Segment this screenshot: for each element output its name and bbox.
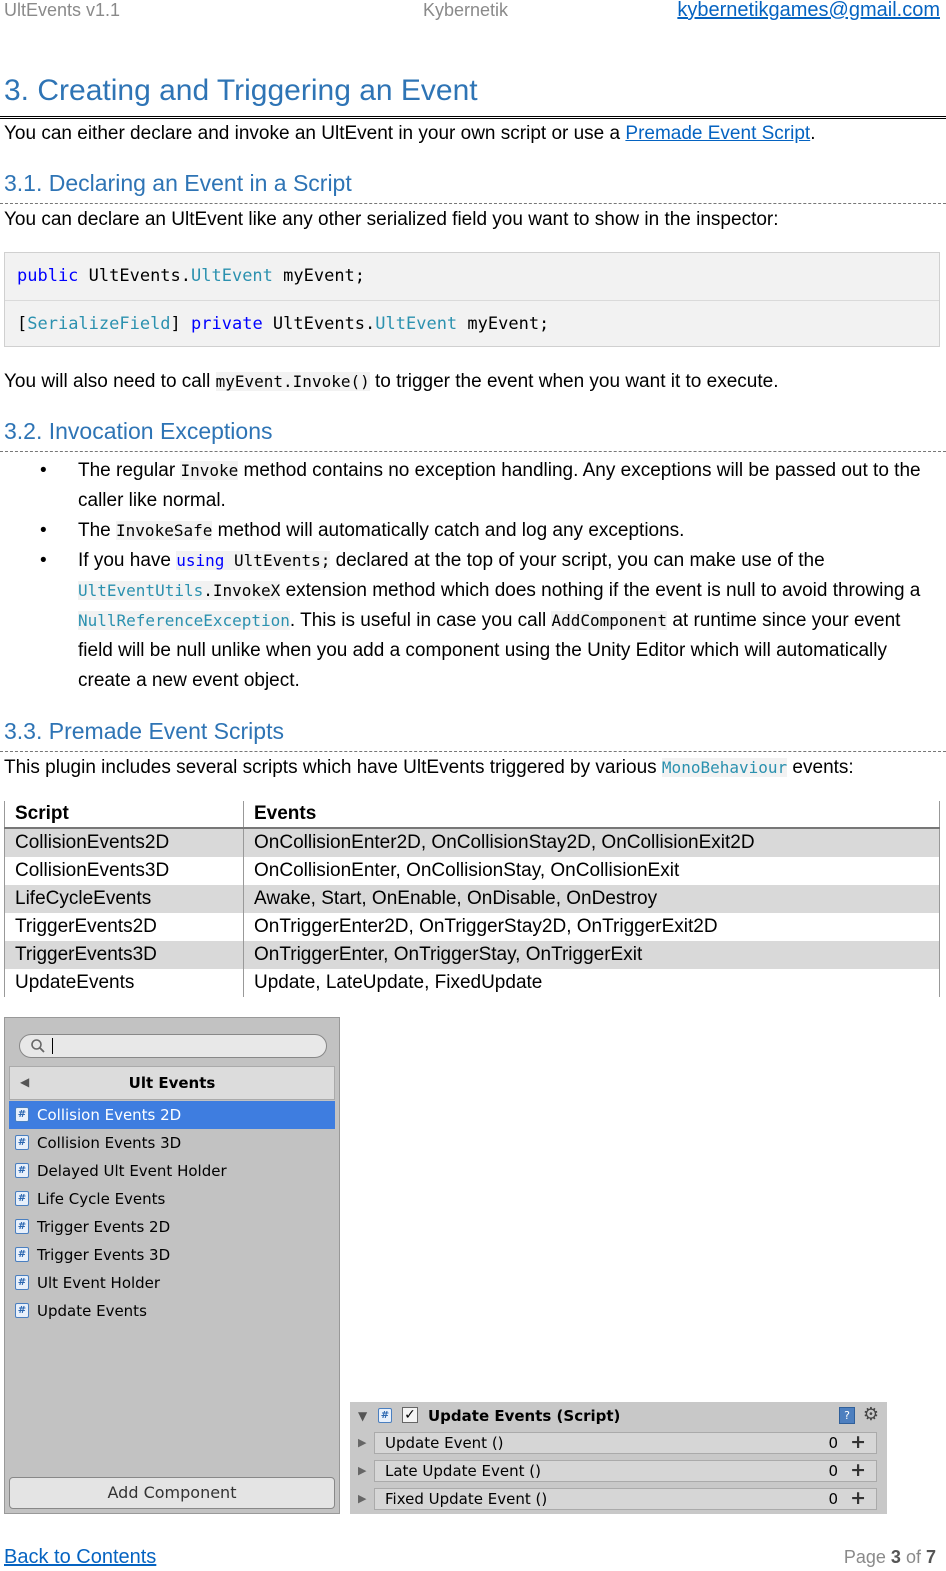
csharp-script-icon: #	[378, 1408, 392, 1423]
add-listener-button[interactable]: +	[850, 1487, 866, 1509]
component-title: Update Events (Script)	[428, 1407, 621, 1425]
expand-arrow-icon[interactable]: ▶	[358, 1492, 367, 1505]
list-item-trigger-events-2d[interactable]: # Trigger Events 2D	[9, 1213, 335, 1241]
table-row: CollisionEvents3D OnCollisionEnter, OnCollisionStay, OnCollisionExit	[5, 857, 940, 885]
subsection-3-1-title: 3.1. Declaring an Event in a Script	[4, 170, 352, 196]
table-header: Events	[244, 801, 940, 828]
event-count: 0	[828, 1462, 838, 1480]
premade-event-script-link[interactable]: Premade Event Script	[625, 123, 811, 144]
intro-end: .	[810, 123, 816, 144]
csharp-script-icon: #	[15, 1247, 29, 1262]
s31-after-text: You will also need to call myEvent.Invoke() to trigger the event when you want it to execute.	[4, 371, 779, 392]
table-header: Script	[5, 801, 244, 828]
subsection-rule	[0, 751, 946, 752]
back-arrow-icon[interactable]: ◀	[20, 1075, 30, 1089]
table-row: CollisionEvents2D OnCollisionEnter2D, OnCollisionStay2D, OnCollisionExit2D	[5, 828, 940, 857]
s31-text: You can declare an UltEvent like any other serialized field you want to show in the inspector:	[4, 209, 779, 230]
table-row: TriggerEvents3D OnTriggerEnter, OnTriggerStay, OnTriggerExit	[5, 941, 940, 969]
back-to-contents-link[interactable]: Back to Contents	[4, 1546, 157, 1568]
table-row: UpdateEvents Update, LateUpdate, FixedUpdate	[5, 969, 940, 997]
inline-code: myEvent.Invoke()	[215, 372, 370, 391]
add-component-panel	[4, 1017, 340, 1514]
list-item: • The regular Invoke method contains no exception handling. Any exceptions will be passed out to the caller like normal.	[40, 456, 940, 516]
events-table	[4, 801, 940, 997]
code-separator	[5, 300, 939, 301]
help-book-icon[interactable]: ?	[839, 1407, 855, 1424]
search-icon	[30, 1038, 46, 1054]
inspector-component	[350, 1402, 887, 1514]
event-field[interactable]	[374, 1488, 877, 1510]
list-item-collision-events-3d[interactable]: # Collision Events 3D	[9, 1129, 335, 1157]
csharp-script-icon: #	[15, 1163, 29, 1178]
category-title: Ult Events	[128, 1074, 216, 1092]
list-item-trigger-events-3d[interactable]: # Trigger Events 3D	[9, 1241, 335, 1269]
csharp-script-icon: #	[15, 1107, 29, 1122]
header-email-link[interactable]: kybernetikgames@gmail.com	[677, 0, 940, 21]
list-item-delayed-ult-event-holder[interactable]: # Delayed Ult Event Holder	[9, 1157, 335, 1185]
code-line-1: public UltEvents.UltEvent myEvent;	[17, 266, 366, 286]
csharp-script-icon: #	[15, 1275, 29, 1290]
title-rule	[0, 116, 946, 119]
code-block	[4, 252, 940, 347]
list-item: • If you have using UltEvents; declared at the top of your script, you can make use of the UltEventUtils.InvokeX extension method which does nothing if the event is null to avoid throwing a NullReferenceException. This is useful in case you call AddComponent at runtime since your event field will be null unlike when you add a component using the Unity Editor which will automatically create a new event object.	[40, 546, 940, 696]
foldout-arrow-icon[interactable]: ▼	[358, 1409, 368, 1423]
component-header	[350, 1402, 887, 1430]
add-listener-button[interactable]: +	[850, 1459, 866, 1481]
event-field[interactable]	[374, 1432, 877, 1454]
list-item-ult-event-holder[interactable]: # Ult Event Holder	[9, 1269, 335, 1297]
csharp-script-icon: #	[15, 1303, 29, 1318]
list-item-life-cycle-events[interactable]: # Life Cycle Events	[9, 1185, 335, 1213]
component-list	[9, 1101, 335, 1325]
table-row: TriggerEvents2D OnTriggerEnter2D, OnTriggerStay2D, OnTriggerExit2D	[5, 913, 940, 941]
exceptions-list	[40, 456, 940, 696]
subsection-3-2-title: 3.2. Invocation Exceptions	[4, 418, 273, 444]
list-item-collision-events-2d[interactable]: # Collision Events 2D	[9, 1101, 335, 1129]
page-number: Page 3 of 7	[843, 1547, 936, 1567]
gear-icon[interactable]: ⚙	[862, 1404, 879, 1425]
table-row: LifeCycleEvents Awake, Start, OnEnable, OnDisable, OnDestroy	[5, 885, 940, 913]
category-header	[9, 1066, 335, 1100]
csharp-script-icon: #	[15, 1219, 29, 1234]
list-item-update-events[interactable]: # Update Events	[9, 1297, 335, 1325]
add-listener-button[interactable]: +	[850, 1431, 866, 1453]
list-item: • The InvokeSafe method will automatically catch and log any exceptions.	[40, 516, 940, 546]
code-line-2: [SerializeField] private UltEvents.UltEvent myEvent;	[17, 314, 550, 334]
header-author: Kybernetik	[423, 0, 509, 20]
event-field[interactable]	[374, 1460, 877, 1482]
csharp-script-icon: #	[15, 1191, 29, 1206]
search-caret	[52, 1038, 53, 1054]
s33-text: This plugin includes several scripts which have UltEvents triggered by various MonoBehaviour events:	[4, 757, 854, 778]
expand-arrow-icon[interactable]: ▶	[358, 1436, 367, 1449]
event-row	[354, 1458, 883, 1484]
event-label: Late Update Event ()	[385, 1462, 541, 1480]
expand-arrow-icon[interactable]: ▶	[358, 1464, 367, 1477]
add-component-button[interactable]: Add Component	[9, 1477, 335, 1509]
event-label: Fixed Update Event ()	[385, 1490, 548, 1508]
section-title: 3. Creating and Triggering an Event	[4, 74, 478, 107]
event-row	[354, 1486, 883, 1512]
event-label: Update Event ()	[385, 1434, 504, 1452]
event-count: 0	[828, 1490, 838, 1508]
event-count: 0	[828, 1434, 838, 1452]
enabled-checkbox[interactable]: ✓	[402, 1407, 418, 1423]
section-intro	[4, 123, 815, 145]
intro-text: You can either declare and invoke an UltEvent in your own script or use a	[4, 123, 626, 144]
subsection-rule	[0, 203, 946, 204]
event-row	[354, 1430, 883, 1456]
csharp-script-icon: #	[15, 1135, 29, 1150]
subsection-3-3-title: 3.3. Premade Event Scripts	[4, 718, 284, 744]
header-doc-version: UltEvents v1.1	[4, 0, 121, 20]
subsection-rule	[0, 451, 946, 452]
search-input[interactable]	[19, 1034, 327, 1058]
